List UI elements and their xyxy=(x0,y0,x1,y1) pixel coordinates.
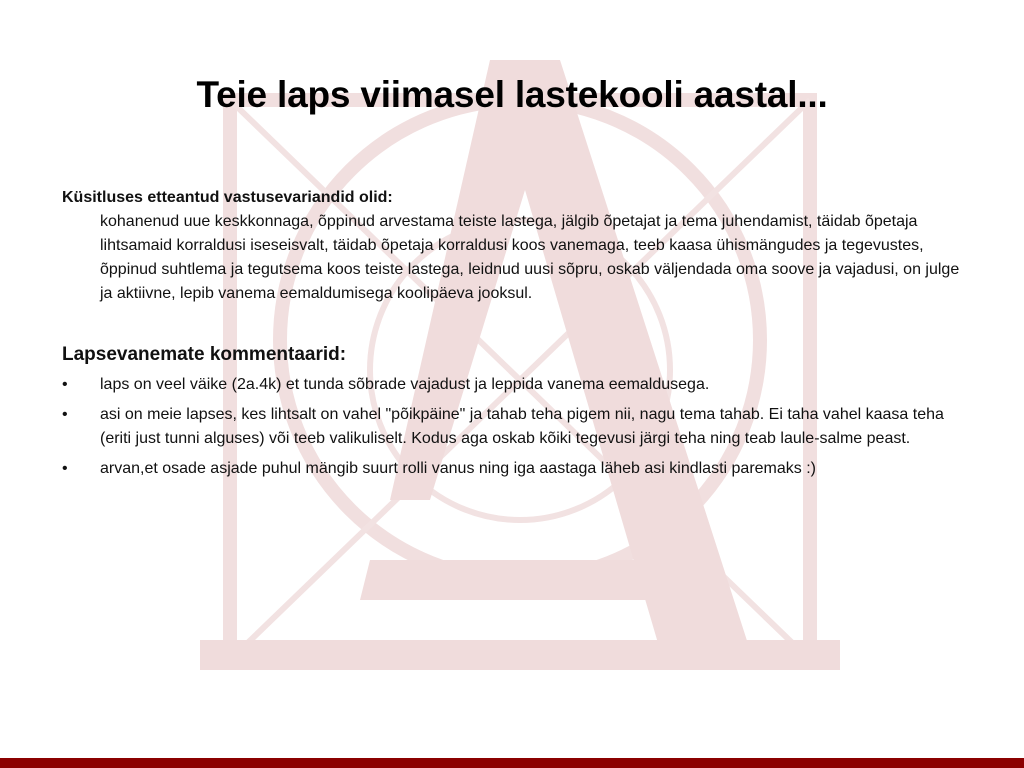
comment-item xyxy=(62,373,962,397)
page-title: Teie laps viimasel lastekooli aastal... xyxy=(196,74,828,115)
bottom-accent-bar xyxy=(0,758,1024,768)
slide-content xyxy=(62,186,962,487)
bullet-icon: • xyxy=(62,460,68,477)
comment-text: laps on veel väike (2a.4k) et tunda sõbrade vajadust ja leppida vanema eemaldusega. xyxy=(100,376,710,393)
survey-options-text: kohanenud uue keskkonnaga, õppinud arvestama teiste lastega, jälgib õpetajat ja tema juhendamist, täidab õpetaja lihtsamaid korraldusi iseseisvalt, täidab õpetaja korraldusi koos vanemaga, teeb kaasa ühismängudes ja tegevustes, õppinud suhtlema ja tegutsema koos teiste lastega, leidnud uusi sõpru, oskab väljendada oma soove ja vajadusi, on julge ja aktiivne, lepib vanema eemaldumisega koolipäeva jooksul. xyxy=(100,213,960,302)
comments-list xyxy=(62,373,962,481)
bullet-icon: • xyxy=(62,376,68,393)
bullet-icon: • xyxy=(62,406,68,423)
comments-heading: Lapsevanemate kommentaarid: xyxy=(62,344,347,365)
comment-text: asi on meie lapses, kes lihtsalt on vahel "põikpäine" ja tahab teha pigem nii, nagu tema tahab. Ei taha vahel kaasa teha (eriti just tunni alguses) või teeb valikuliselt. Kodus aga oskab kõiki tegevusi järgi teha ning teab laule-salme peast. xyxy=(100,406,944,447)
comment-item xyxy=(62,403,962,451)
comment-item xyxy=(62,457,962,481)
survey-heading: Küsitluses etteantud vastusevariandid olid: xyxy=(62,189,393,206)
comment-text: arvan,et osade asjade puhul mängib suurt rolli vanus ning iga aastaga läheb asi kindlasti paremaks :) xyxy=(100,460,816,477)
